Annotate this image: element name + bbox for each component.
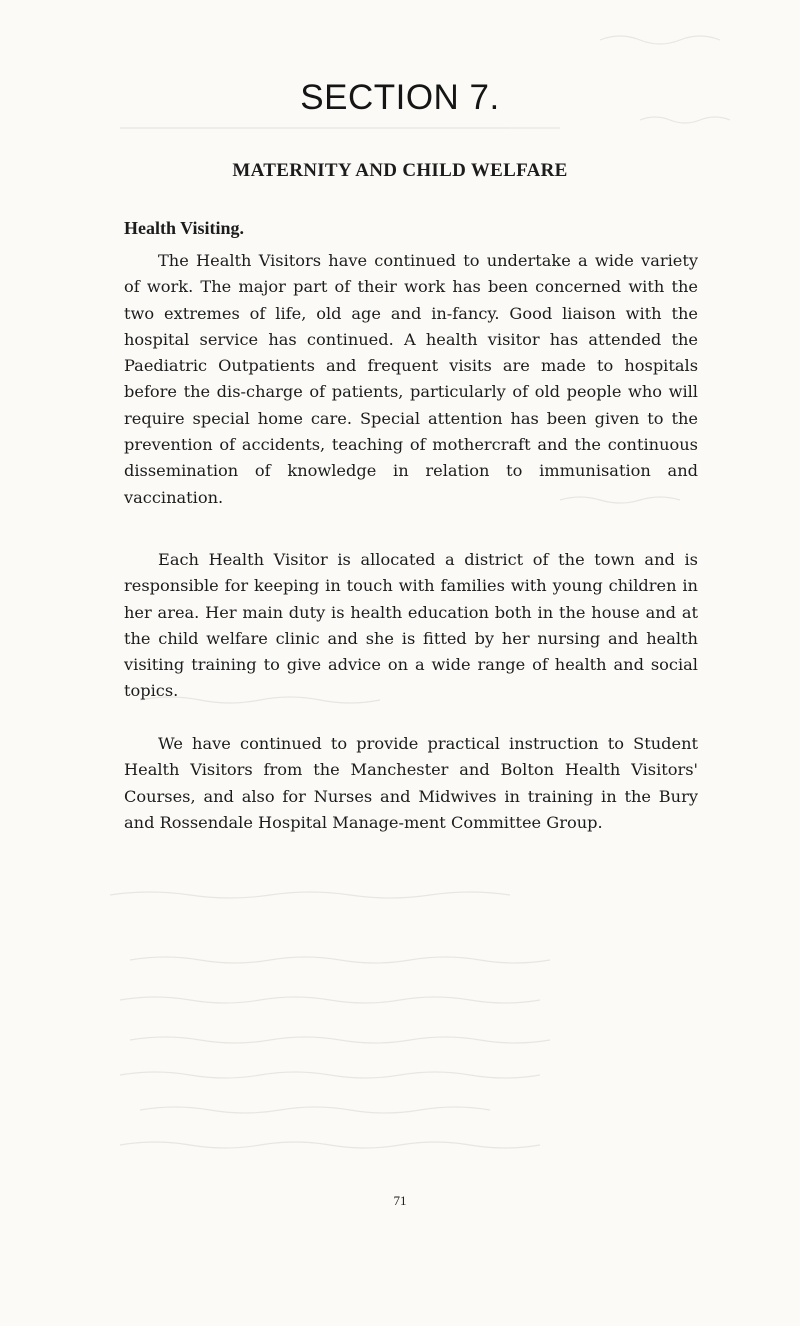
sub-heading: Health Visiting.: [124, 218, 245, 238]
page-number: 71: [393, 1193, 407, 1208]
paragraph: Each Health Visitor is allocated a district of the town and is responsible for keeping in touch with families with young children in her area. Her main duty is health education both in the house and at the child welfare clinic and she is fitted by her nursing and health visiting training to give advice on a wide range of health and social topics.: [124, 550, 698, 701]
section-title: SECTION 7.: [300, 78, 500, 117]
paragraph: The Health Visitors have continued to undertake a wide variety of work. The major part of their work has been concerned with the two extremes of life, old age and in-fancy. Good liaison with the hospital service has continued. A health visitor has attended the Paediatric Outpatients and frequent visits are made to hospitals before the dis-charge of patients, particularly of old people who will require special home care. Special attention has been given to the prevention of accidents, teaching of mothercraft and the continuous dissemination of knowledge in relation to immunisation and vaccination.: [124, 251, 698, 507]
paragraph: We have continued to provide practical instruction to Student Health Visitors from the Manchester and Bolton Health Visitors' Courses, and also for Nurses and Midwives in training in the Bury and Rossendale Hospital Manage-ment Committee Group.: [124, 734, 698, 832]
chapter-title: MATERNITY AND CHILD WELFARE: [232, 160, 568, 181]
